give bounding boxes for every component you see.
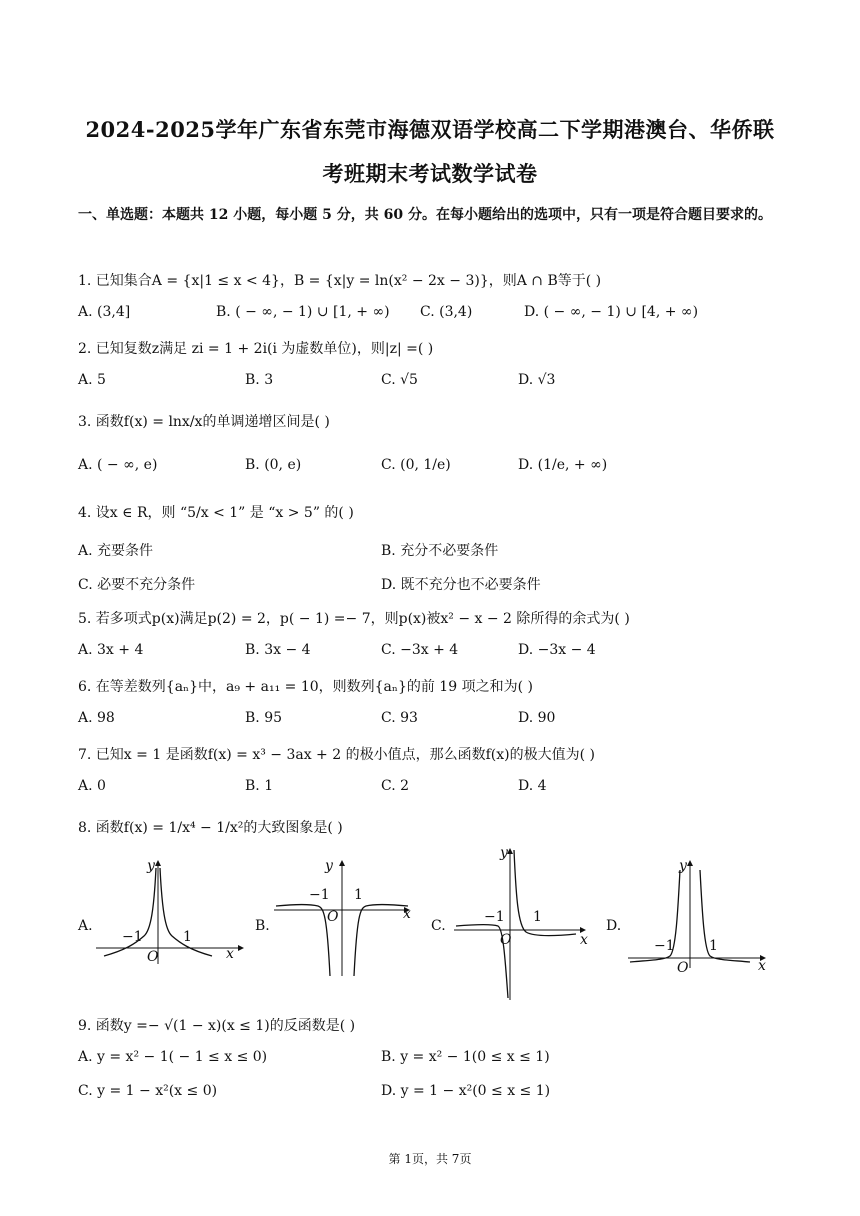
question-6-option-a: A. 98 — [78, 710, 115, 726]
graph-a-origin-label: O — [147, 949, 159, 965]
page-footer: 第 1页，共 7页 — [388, 1152, 472, 1166]
question-4-option-b: B. 充分不必要条件 — [381, 543, 499, 559]
question-4-option-d: D. 既不充分也不必要条件 — [381, 577, 541, 593]
graph-d-x-label: x — [758, 958, 766, 974]
graph-b-origin-label: O — [327, 909, 339, 925]
question-8-option-a: A. — [78, 918, 93, 934]
section-heading: 一、单选题：本题共 12 小题，每小题 5 分，共 60 分。在每小题给出的选项中，只有一项是符合题目要求的。 — [78, 207, 772, 223]
graph-a-y-label: y — [147, 858, 155, 874]
graph-c-x-label: x — [580, 932, 588, 948]
question-2-option-d: D. √3 — [518, 372, 556, 388]
graph-option-a — [96, 858, 246, 966]
question-2-option-a: A. 5 — [78, 372, 106, 388]
graph-a-x-label: x — [226, 946, 234, 962]
question-1-stem: 1. 已知集合A = {x|1 ≤ x < 4}，B = {x|y = ln(x² − 2x − 3)}，则A ∩ B等于( ) — [78, 273, 602, 289]
graph-option-d — [626, 858, 768, 970]
question-8-option-c: C. — [431, 918, 446, 934]
question-5-option-a: A. 3x + 4 — [78, 642, 144, 658]
question-1-option-d: D. ( − ∞, − 1) ∪ [4, + ∞) — [524, 304, 699, 320]
question-9-option-d: D. y = 1 − x²(0 ≤ x ≤ 1) — [381, 1083, 551, 1099]
graph-d-neg1-label: −1 — [654, 938, 675, 954]
question-6-option-d: D. 90 — [518, 710, 556, 726]
question-4-option-c: C. 必要不充分条件 — [78, 577, 196, 593]
graph-b-y-label: y — [325, 858, 333, 874]
graph-b-pos1-label: 1 — [354, 887, 363, 903]
question-4-option-a: A. 充要条件 — [78, 543, 154, 559]
question-9-option-a: A. y = x² − 1( − 1 ≤ x ≤ 0) — [78, 1049, 268, 1065]
question-4-stem: 4. 设x ∈ R，则 “5/x < 1” 是 “x > 5” 的( ) — [78, 505, 354, 521]
graph-b-x-label: x — [403, 906, 411, 922]
question-1-option-b: B. ( − ∞, − 1) ∪ [1, + ∞) — [216, 304, 390, 320]
question-8-option-b: B. — [255, 918, 270, 934]
question-5-option-d: D. −3x − 4 — [518, 642, 596, 658]
question-7-option-c: C. 2 — [381, 778, 410, 794]
question-9-option-c: C. y = 1 − x²(x ≤ 0) — [78, 1083, 218, 1099]
question-2-stem: 2. 已知复数z满足 zi = 1 + 2i(i 为虚数单位)，则|z| =( ) — [78, 341, 434, 357]
question-1-option-a: A. (3,4] — [78, 304, 131, 320]
graph-d-pos1-label: 1 — [709, 938, 718, 954]
graph-b-neg1-label: −1 — [309, 887, 330, 903]
graph-option-c — [452, 846, 594, 1002]
question-8-option-d: D. — [606, 918, 622, 934]
question-9-stem: 9. 函数y =− √(1 − x)(x ≤ 1)的反函数是( ) — [78, 1018, 356, 1034]
question-3-option-d: D. (1/e, + ∞) — [518, 457, 608, 473]
graph-c-pos1-label: 1 — [533, 909, 542, 925]
question-5-option-b: B. 3x − 4 — [245, 642, 311, 658]
question-3-option-a: A. ( − ∞, e) — [78, 457, 158, 473]
question-2-option-b: B. 3 — [245, 372, 274, 388]
graph-a-neg1-label: −1 — [122, 929, 143, 945]
question-7-option-d: D. 4 — [518, 778, 547, 794]
exam-title-line1: 2024-2025学年广东省东莞市海德双语学校高二下学期港澳台、华侨联 — [85, 117, 775, 142]
graph-option-b — [272, 858, 412, 978]
graph-d-origin-label: O — [677, 960, 689, 976]
graph-a-pos1-label: 1 — [183, 929, 192, 945]
graph-d-y-label: y — [679, 858, 687, 874]
graph-c-origin-label: O — [500, 932, 512, 948]
exam-title-line2: 考班期末考试数学试卷 — [322, 161, 538, 186]
question-6-stem: 6. 在等差数列{aₙ}中，a₉ + a₁₁ = 10，则数列{aₙ}的前 19 项之和为( ) — [78, 679, 533, 695]
question-3-option-c: C. (0, 1/e) — [381, 457, 451, 473]
question-2-option-c: C. √5 — [381, 372, 418, 388]
graph-c-neg1-label: −1 — [484, 909, 505, 925]
question-7-option-b: B. 1 — [245, 778, 274, 794]
question-7-stem: 7. 已知x = 1 是函数f(x) = x³ − 3ax + 2 的极小值点，那么函数f(x)的极大值为( ) — [78, 747, 595, 763]
question-3-stem: 3. 函数f(x) = lnx/x的单调递增区间是( ) — [78, 414, 330, 430]
question-5-stem: 5. 若多项式p(x)满足p(2) = 2，p( − 1) =− 7，则p(x)被x² − x − 2 除所得的余式为( ) — [78, 611, 630, 627]
question-5-option-c: C. −3x + 4 — [381, 642, 459, 658]
question-6-option-b: B. 95 — [245, 710, 283, 726]
question-3-option-b: B. (0, e) — [245, 457, 302, 473]
question-8-stem: 8. 函数f(x) = 1/x⁴ − 1/x²的大致图象是( ) — [78, 820, 343, 836]
question-7-option-a: A. 0 — [78, 778, 106, 794]
question-6-option-c: C. 93 — [381, 710, 418, 726]
graph-c-y-label: y — [500, 845, 508, 861]
question-9-option-b: B. y = x² − 1(0 ≤ x ≤ 1) — [381, 1049, 550, 1065]
question-1-option-c: C. (3,4) — [420, 304, 473, 320]
